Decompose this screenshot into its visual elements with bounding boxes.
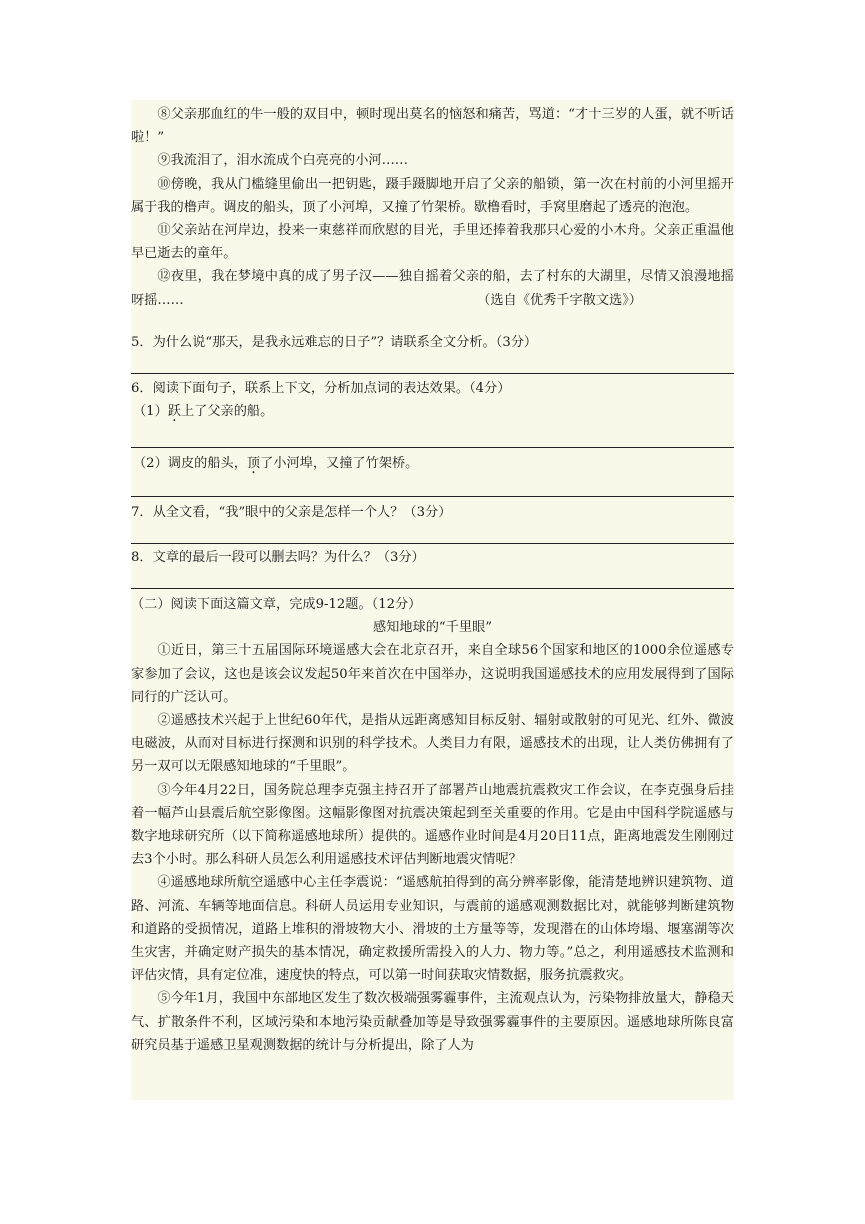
article-title: 感知地球的“千里眼” xyxy=(373,620,492,636)
article-paragraph-4: ④遥感地球所航空遥感中心主任李震说：“遥感航拍得到的高分辨率影像，能清楚地辨识建筑物、道路、河流、车辆等地面信息。科研人员运用专业知识，与震前的遥感观测数据比对，就能够判断建筑物和道路的受损情况，道路上堆积的滑坡物大小、滑坡的土方量等等，发现潜在的山体垮塌、堰塞湖等次生灾害，并确定财产损失的基本情况，确定救援所需投入的人力、物力等。”总之，利用遥感技术监测和评估灾情，具有定位准，速度快的特点，可以第一时间获取灾情数据，服务抗震救灾。 xyxy=(131,875,734,984)
article-paragraph-5: ⑤今年1月，我国中东部地区发生了数次极端强雾霾事件，主流观点认为，污染物排放量大，静稳天气、扩散条件不利，区域污染和本地污染贡献叠加等是导致强雾霾事件的主要原因。遥感地球所陈良富研究员基于遥感卫星观测数据的统计与分析提出，除了人为 xyxy=(131,991,734,1053)
paragraph-11: ⑪父亲站在河岸边，投来一束慈祥而欣慰的目光，手里还捧着我那只心爱的小木舟。父亲正重温他早已逝去的童年。 xyxy=(131,223,734,262)
answer-line-8[interactable] xyxy=(131,588,734,589)
question-7 xyxy=(131,501,734,524)
paragraph-10: ⑩傍晚，我从门槛缝里偷出一把钥匙，蹑手蹑脚地开启了父亲的船锁，第一次在村前的小河里摇开属于我的橹声。调皮的船头，顶了小河埠，又撞了竹架桥。歇橹看时，手窝里磨起了透亮的泡泡。 xyxy=(131,176,734,215)
source-citation: （选自《优秀千字散文选》） xyxy=(477,292,642,308)
item-1-number: （1） xyxy=(133,404,168,420)
question-8 xyxy=(131,546,734,569)
question-6-item-2 xyxy=(131,452,734,475)
answer-line-6-2[interactable] xyxy=(131,496,734,497)
passage-part-one xyxy=(131,103,734,312)
paragraph-12-text: ⑫夜里，我在梦境中真的成了男子汉——独自摇着父亲的船，去了村东的大湖里，尽情又浪漫地摇呀摇…… xyxy=(131,269,734,308)
answer-line-7[interactable] xyxy=(131,543,734,544)
question-5-text: 5．为什么说“那天，是我永远难忘的日子”？请联系全文分析。（3分） xyxy=(131,335,538,350)
item-1-text: 上了父亲的船。 xyxy=(180,404,274,420)
paragraph-12 xyxy=(131,265,734,311)
emphasis-dot-word: 跃 xyxy=(167,404,181,420)
question-5 xyxy=(131,331,734,354)
section-intro: （二）阅读下面这篇文章，完成9-12题。（12分） xyxy=(131,597,422,612)
answer-line-5[interactable] xyxy=(131,373,734,374)
question-8-text: 8．文章的最后一段可以删去吗？为什么？（3分） xyxy=(131,550,425,565)
question-6-item-2-block xyxy=(131,452,734,475)
article-paragraph-3: ③今年4月22日，国务院总理李克强主持召开了部署芦山地震抗震救灾工作会议，在李克强身后挂着一幅芦山县震后航空影像图。这幅影像图对抗震决策起到至关重要的作用。它是由中国科学院遥感与数字地球研究所（以下简称遥感地球所）提供的。遥感作业时间是4月20日11点，距离地震发生刚刚过去3个小时。那么科研人员怎么利用遥感技术评估判断地震灾情呢？ xyxy=(131,782,734,868)
article-paragraph-2: ②遥感技术兴起于上世纪60年代，是指从远距离感知目标反射、辐射或散射的可见光、红外、微波电磁波，从而对目标进行探测和识别的科学技术。人类目力有限，遥感技术的出现，让人类仿佛拥有了另一双可以无限感知地球的“千里眼”。 xyxy=(131,713,734,775)
passage-part-two xyxy=(131,593,734,1057)
article-paragraph-1: ①近日，第三十五届国际环境遥感大会在北京召开，来自全球56个国家和地区的1000余位遥感专家参加了会议，这也是该会议发起50年来首次在中国举办，这说明我国遥感技术的应用发展得到了国际同行的广泛认可。 xyxy=(131,643,734,705)
answer-line-6-1[interactable] xyxy=(131,447,734,448)
item-2-prefix: （2）调皮的船头， xyxy=(133,456,247,471)
question-6-text: 6．阅读下面句子，联系上下文，分析加点词的表达效果。（4分） xyxy=(131,381,511,396)
paragraph-8: ⑧父亲那血红的牛一般的双目中，顿时现出莫名的恼怒和痛苦，骂道：“才十三岁的人蛋，就不听话啦！” xyxy=(131,107,734,146)
item-2-text: 了小河埠，又撞了竹架桥。 xyxy=(260,456,419,471)
emphasis-dot-word: 顶 xyxy=(246,456,261,471)
question-6 xyxy=(131,377,734,423)
question-7-text: 7．从全文看，“我”眼中的父亲是怎样一个人？（3分） xyxy=(131,505,452,520)
paragraph-9: ⑨我流泪了，泪水流成个白亮亮的小河…… xyxy=(157,153,408,169)
question-6-item-1 xyxy=(131,400,734,423)
